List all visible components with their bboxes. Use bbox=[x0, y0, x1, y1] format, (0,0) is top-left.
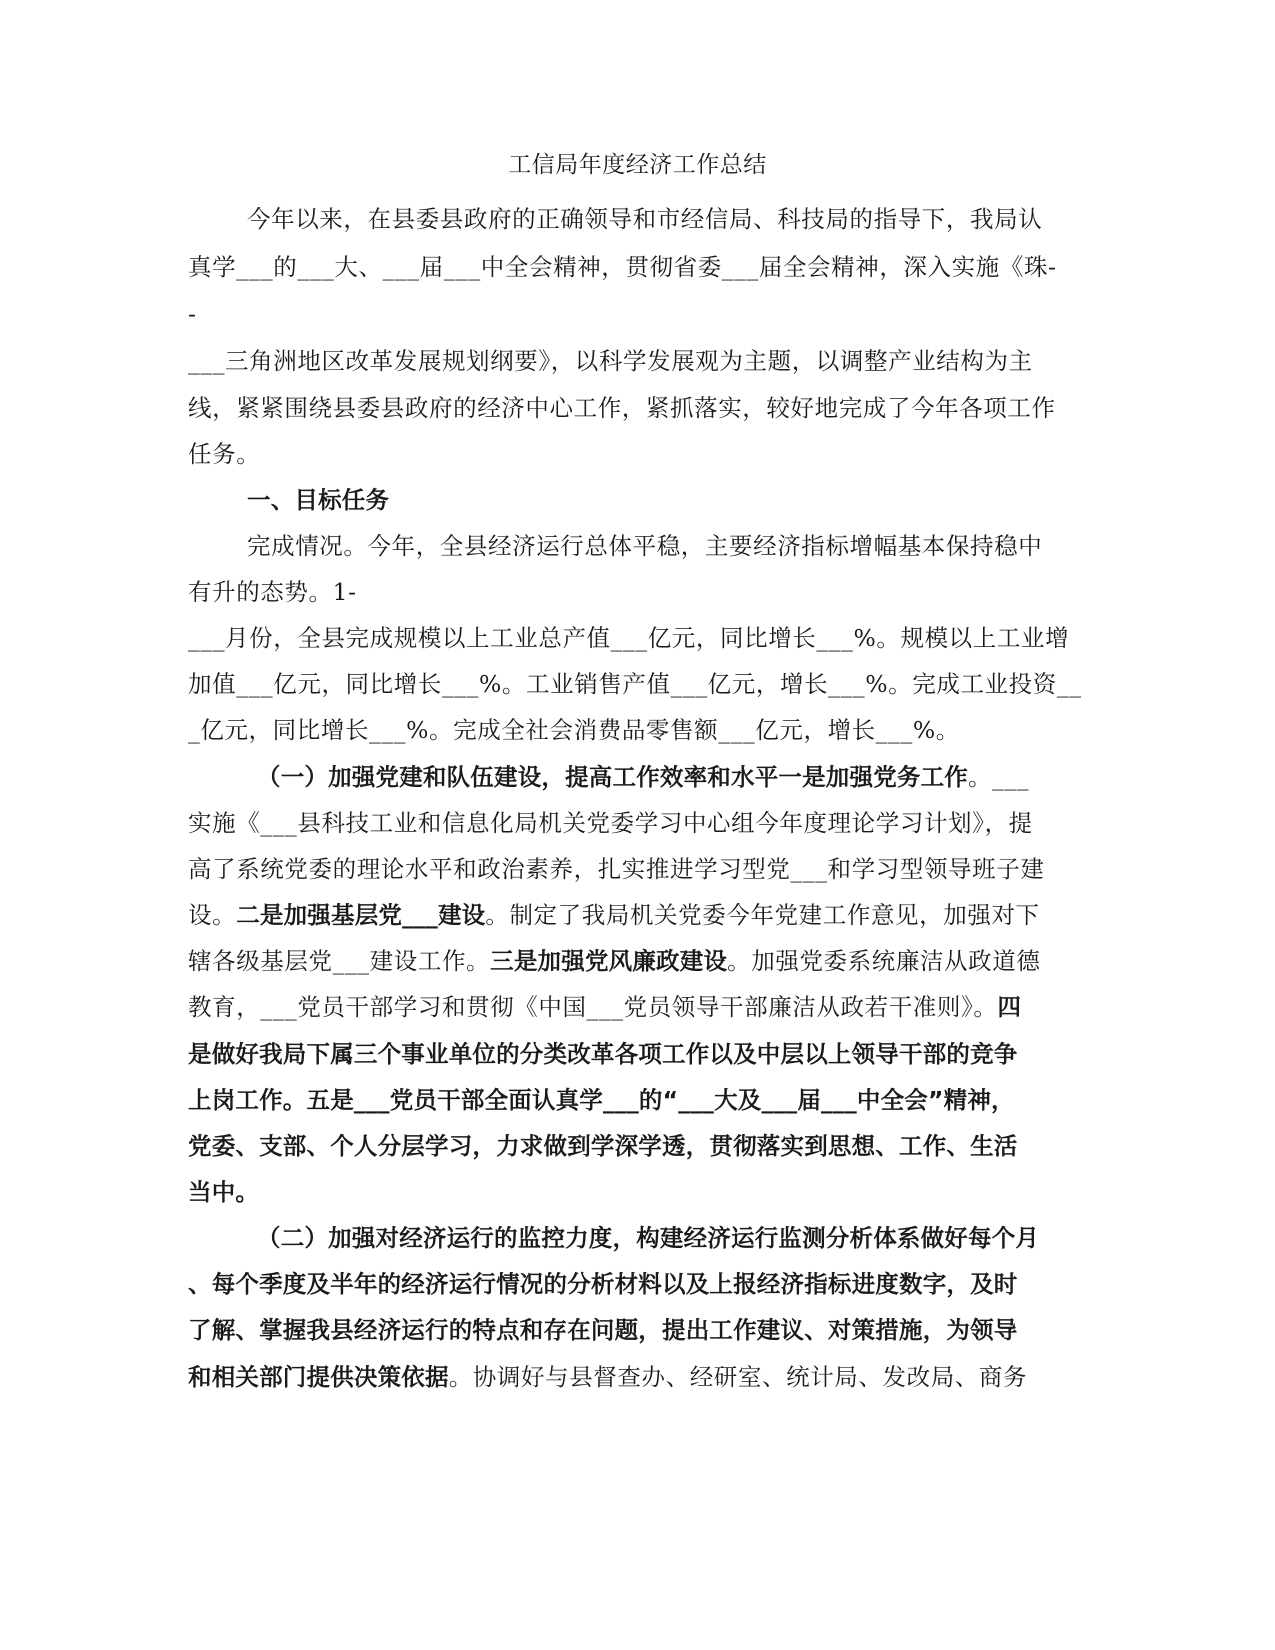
part1-line-10 bbox=[188, 1175, 1088, 1209]
part1-line-4-b: 。制定了我局机关党委今年党建工作意见，加强对下 bbox=[485, 901, 1040, 929]
section1-line-4: 加值___亿元，同比增长___%。工业销售产值___亿元，增长___%。完成工业投资__ bbox=[188, 670, 1082, 698]
part1-point-2: 二是加强基层党___建设 bbox=[236, 901, 486, 929]
part1-line-6-a: 教育，___党员干部学习和贯彻《中国___党员领导干部廉洁从政若干准则》。 bbox=[188, 993, 998, 1021]
part2-line-2 bbox=[188, 1267, 1088, 1301]
part1-line-5 bbox=[188, 944, 1088, 978]
section1-line-3: ___月份，全县完成规模以上工业总产值___亿元，同比增长___%。规模以上工业增 bbox=[188, 624, 1070, 652]
part1-line-10-text: 当中。 bbox=[188, 1178, 260, 1206]
part1-line-1-rest: 。___ bbox=[968, 763, 1030, 791]
part1-line-6 bbox=[188, 990, 1088, 1024]
part2-line-2-text: 、每个季度及半年的经济运行情况的分析材料以及上报经济指标进度数字，及时 bbox=[188, 1270, 1018, 1298]
part1-line-4-a: 设。 bbox=[188, 901, 237, 929]
part2-heading: （二）加强对经济运行的监控力度，构建经济运行监测分析体系做好每个月 bbox=[257, 1224, 1040, 1252]
part2-line-4-rest: 。协调好与县督查办、经研室、统计局、发改局、商务 bbox=[448, 1363, 1028, 1391]
part1-point-3: 三是加强党风廉政建设 bbox=[490, 947, 728, 975]
part1-line-8 bbox=[188, 1083, 1088, 1117]
part1-line-9-text: 党委、支部、个人分层学习，力求做到学深学透，贯彻落实到思想、工作、生活 bbox=[188, 1132, 1018, 1160]
part1-point-4-start: 四 bbox=[997, 993, 1022, 1021]
part1-line-1 bbox=[257, 760, 1088, 794]
part1-line-5-b: 。加强党委系统廉洁从政道德 bbox=[727, 947, 1041, 975]
part2-line-4-bold: 和相关部门提供决策依据 bbox=[188, 1363, 449, 1391]
part2-line-4 bbox=[188, 1360, 1088, 1394]
section1-line-2: 有升的态势。1- bbox=[188, 578, 357, 606]
part1-line-7-text: 是做好我局下属三个事业单位的分类改革各项工作以及中层以上领导干部的竞争 bbox=[188, 1040, 1018, 1068]
part1-line-2: 实施《___县科技工业和信息化局机关党委学习中心组今年度理论学习计划》，提 bbox=[188, 809, 1033, 837]
section-heading-text: 一、目标任务 bbox=[247, 486, 390, 514]
part1-line-4 bbox=[188, 898, 1088, 932]
part1-line-3: 高了系统党委的理论水平和政治素养，扎实推进学习型党___和学习型领导班子建 bbox=[188, 855, 1045, 883]
intro-line-6: 任务。 bbox=[188, 440, 261, 468]
intro-line-1: 今年以来，在县委县政府的正确领导和市经信局、科技局的指导下，我局认 bbox=[247, 205, 1043, 233]
part2-line-3 bbox=[188, 1313, 1088, 1347]
intro-line-2: 真学___的___大、___届___中全会精神，贯彻省委___届全会精神，深入实施《珠- bbox=[188, 253, 1057, 281]
intro-line-5: 线，紧紧围绕县委县政府的经济中心工作，紧抓落实，较好地完成了今年各项工作 bbox=[188, 394, 1056, 422]
part1-line-8-text: 上岗工作。五是___党员干部全面认真学___的“___大及___届___中全会”精神， bbox=[188, 1086, 1015, 1114]
part1-line-5-a: 辖各级基层党___建设工作。 bbox=[188, 947, 491, 975]
part2-line-1 bbox=[257, 1221, 1088, 1255]
part1-line-7 bbox=[188, 1037, 1088, 1071]
part1-line-9 bbox=[188, 1129, 1088, 1163]
document-title: 工信局年度经济工作总结 bbox=[508, 152, 767, 178]
intro-line-3: - bbox=[188, 300, 197, 328]
section1-line-1: 完成情况。今年，全县经济运行总体平稳，主要经济指标增幅基本保持稳中 bbox=[247, 532, 1043, 560]
part1-heading: （一）加强党建和队伍建设，提高工作效率和水平一是加强党务工作 bbox=[257, 763, 968, 791]
section-heading bbox=[247, 483, 1088, 517]
intro-line-4: ___三角洲地区改革发展规划纲要》，以科学发展观为主题，以调整产业结构为主 bbox=[188, 347, 1033, 375]
section1-line-5: _亿元，同比增长___%。完成全社会消费品零售额___亿元，增长___%。 bbox=[188, 716, 960, 744]
part2-line-3-text: 了解、掌握我县经济运行的特点和存在问题，提出工作建议、对策措施，为领导 bbox=[188, 1316, 1018, 1344]
